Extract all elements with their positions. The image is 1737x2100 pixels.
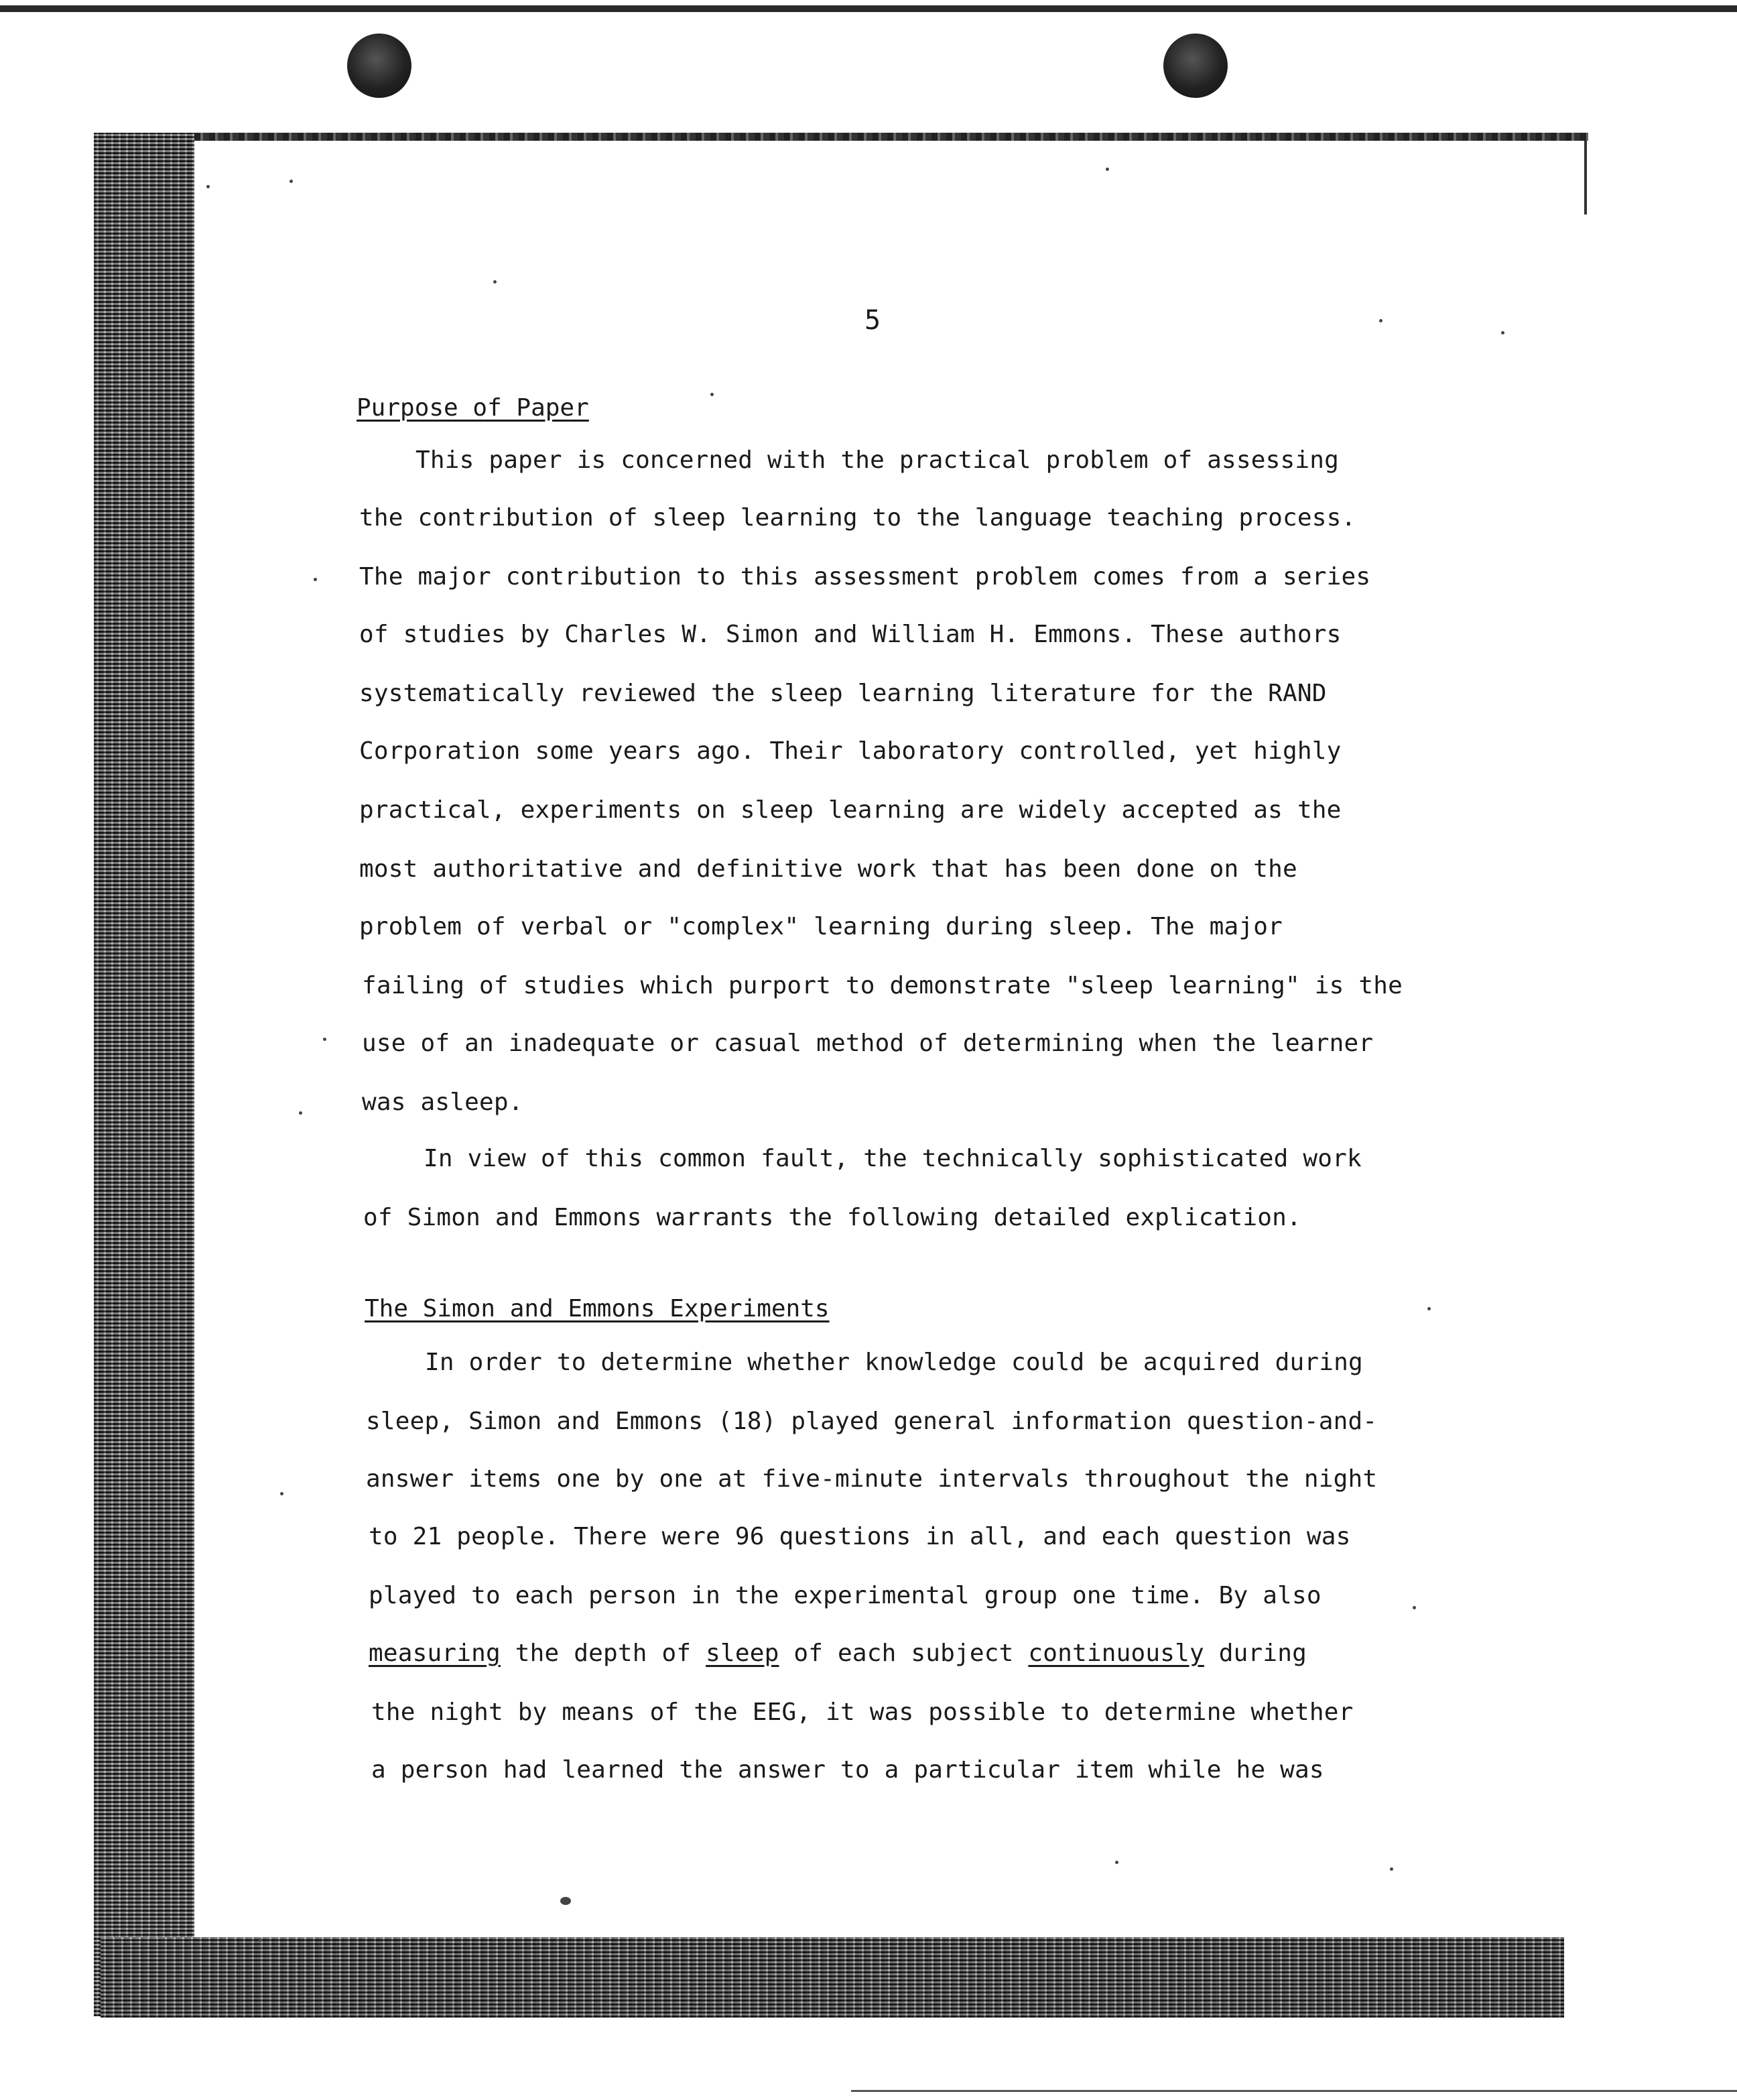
speck: [1106, 168, 1109, 171]
speck: [323, 1038, 326, 1041]
speck: [1115, 1861, 1118, 1864]
speck: [560, 1897, 571, 1905]
body-line: played to each person in the experimental group one time. By also: [369, 1582, 1322, 1609]
line-text: of each subject: [779, 1640, 1029, 1667]
top-rule: [0, 5, 1737, 12]
line-text: the depth of: [500, 1640, 706, 1667]
speck: [710, 393, 714, 396]
speck: [1390, 1867, 1393, 1871]
speck: [1501, 331, 1504, 334]
punch-hole-left: [347, 34, 411, 98]
speck: [1379, 319, 1382, 322]
body-line: of studies by Charles W. Simon and William H. Emmons. These authors: [359, 621, 1342, 648]
body-line: a person had learned the answer to a particular item while he was: [371, 1756, 1324, 1784]
body-line: the night by means of the EEG, it was possible to determine whether: [371, 1698, 1354, 1726]
body-line: of Simon and Emmons warrants the following detailed explication.: [363, 1204, 1301, 1231]
scan-border-right-mark: [1584, 141, 1587, 214]
speck: [314, 578, 317, 581]
speck: [206, 185, 210, 188]
speck: [280, 1492, 283, 1495]
body-line: to 21 people. There were 96 questions in all, and each question was: [369, 1523, 1351, 1550]
section-heading-purpose: Purpose of Paper: [357, 394, 589, 422]
speck: [299, 1111, 302, 1115]
scan-border-left: [94, 133, 194, 2016]
scan-border-bottom: [101, 1937, 1564, 2018]
body-line: failing of studies which purport to demonstrate "sleep learning" is the: [362, 972, 1403, 999]
scan-border-top: [121, 133, 1588, 141]
underlined-word: continuously: [1028, 1640, 1204, 1667]
body-line: Corporation some years ago. Their laboratory controlled, yet highly: [359, 737, 1342, 765]
body-line: In order to determine whether knowledge could be acquired during: [425, 1349, 1363, 1376]
underlined-word: measuring: [369, 1640, 501, 1667]
body-line: practical, experiments on sleep learning are widely accepted as the: [359, 796, 1342, 824]
punch-hole-right: [1163, 34, 1228, 98]
body-line: The major contribution to this assessment problem comes from a series: [359, 563, 1371, 591]
section-heading-experiments: The Simon and Emmons Experiments: [365, 1295, 830, 1322]
speck: [290, 180, 293, 183]
body-line: systematically reviewed the sleep learning literature for the RAND: [359, 680, 1327, 707]
underlined-word: sleep: [706, 1640, 779, 1667]
body-line: answer items one by one at five-minute intervals throughout the night: [366, 1465, 1378, 1493]
body-line: In view of this common fault, the technically sophisticated work: [424, 1145, 1362, 1172]
speck: [259, 1938, 262, 1942]
speck: [1427, 1307, 1431, 1310]
body-line: This paper is concerned with the practical problem of assessing: [415, 446, 1340, 474]
body-line: most authoritative and definitive work that has been done on the: [359, 855, 1297, 883]
line-text: during: [1204, 1640, 1307, 1667]
body-line-underlined: [369, 1640, 1307, 1667]
speck: [1413, 1606, 1416, 1609]
body-line: the contribution of sleep learning to the language teaching process.: [359, 504, 1356, 532]
speck: [493, 280, 497, 284]
body-line: sleep, Simon and Emmons (18) played general information question-and-: [366, 1408, 1378, 1435]
body-line: use of an inadequate or casual method of determining when the learner: [362, 1030, 1374, 1057]
page-number: 5: [864, 305, 881, 336]
bottom-rule: [851, 2090, 1737, 2092]
body-line: was asleep.: [362, 1089, 523, 1116]
body-line: problem of verbal or "complex" learning during sleep. The major: [359, 913, 1283, 940]
